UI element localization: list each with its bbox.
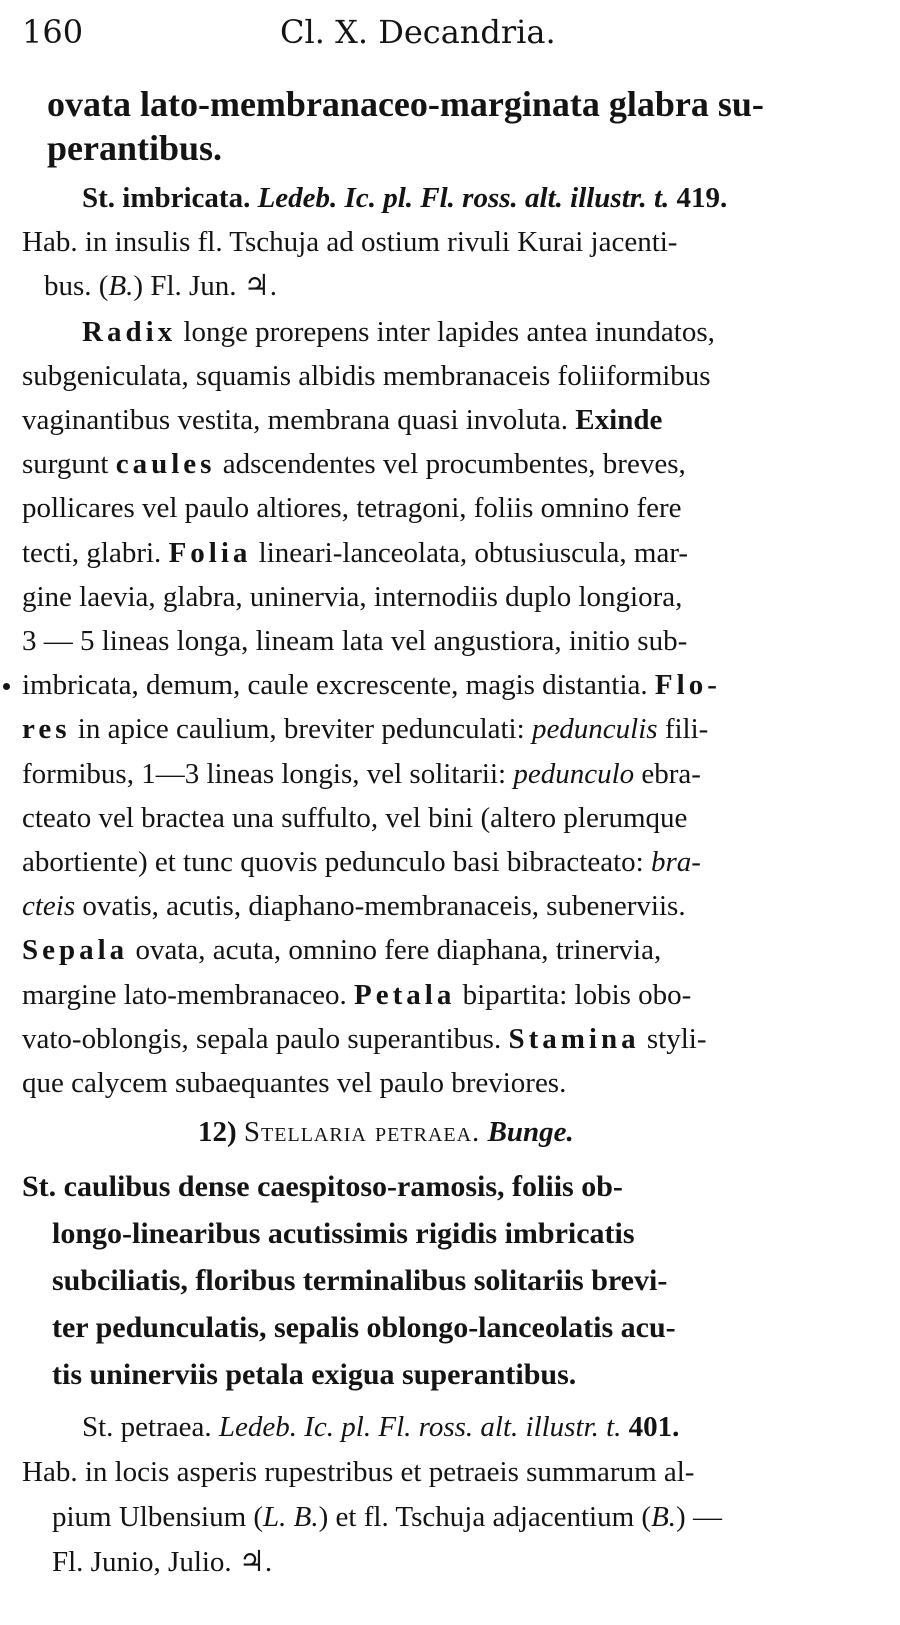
habitat-text: bus. (: [44, 270, 109, 302]
description-line: [0, 892, 900, 921]
habitat-text: ) et fl. Tschuja adjacentium (: [318, 1501, 652, 1533]
description-line: [0, 715, 900, 744]
synonym-citation: Ledeb. Ic. pl. Fl. ross. alt. illustr. t.: [257, 182, 670, 214]
description-text: styli-: [639, 1023, 707, 1055]
description-text: longe prorepens inter lapides antea inundatos,: [176, 316, 715, 348]
description-text: in apice caulium, breviter pedunculati:: [70, 713, 532, 745]
description-text: vato-oblongis, sepala paulo superantibus.: [22, 1023, 509, 1055]
synonym-name: St. petraea.: [82, 1411, 212, 1443]
description-line: [0, 981, 900, 1010]
description-text: ovata, acuta, omnino fere diaphana, trinervia,: [128, 934, 662, 966]
organ-term: Stamina: [508, 1023, 640, 1055]
collector-abbrev: B.: [651, 1501, 677, 1533]
synonym-name: St. imbricata.: [82, 182, 251, 214]
running-title: Cl. X. Decandria.: [280, 13, 556, 51]
diagnosis-line: ovata lato-membranaceo-marginata glabra su-: [47, 84, 764, 124]
habitat-text: pium Ulbensium (: [52, 1501, 264, 1533]
species-heading: [0, 1118, 900, 1147]
organ-term: Petala: [354, 979, 456, 1011]
collector-abbrev: L. B.: [263, 1501, 319, 1533]
diagnosis-line: perantibus.: [47, 128, 223, 168]
collector-abbrev: B.: [108, 270, 134, 302]
page-number: 160: [22, 13, 84, 51]
description-line: pollicares vel paulo altiores, tetragoni, foliis omnino fere: [22, 492, 682, 524]
organ-term: caules: [115, 448, 216, 480]
diagnosis-line: tis uninerviis petala exigua superantibus.: [52, 1358, 577, 1391]
habitat-line: [0, 1503, 900, 1532]
description-text: ebra-: [634, 758, 701, 790]
description-text: tecti, glabri.: [22, 537, 169, 569]
description-italic: pedunculo: [513, 758, 635, 790]
organ-term: Folia: [168, 537, 252, 569]
description-text: vaginantibus vestita, membrana quasi involuta.: [22, 404, 576, 436]
description-line: cteato vel bractea una suffulto, vel bini (altero plerumque: [22, 802, 688, 834]
description-text: fili-: [657, 713, 709, 745]
habitat-line: Fl. Junio, Julio. ♃.: [52, 1546, 273, 1578]
description-line: [0, 318, 900, 347]
description-text: formibus, 1—3 lineas longis, vel solitarii:: [22, 758, 514, 790]
description-text: abortiente) et tunc quovis pedunculo basi bibracteato:: [22, 846, 651, 878]
diagnosis-line: ter pedunculatis, sepalis oblongo-lanceolatis acu-: [52, 1311, 676, 1344]
description-line: [0, 936, 900, 965]
diagnosis-line: subciliatis, floribus terminalibus solitariis brevi-: [52, 1264, 668, 1297]
synonym-citation: Ledeb. Ic. pl. Fl. ross. alt. illustr. t.: [218, 1411, 622, 1443]
description-line: gine laevia, glabra, uninervia, internodiis duplo longiora,: [22, 581, 683, 613]
diagnosis-line: St. caulibus dense caespitoso-ramosis, foliis ob-: [22, 1170, 623, 1203]
description-italic: bra-: [650, 846, 701, 878]
plate-number: 419.: [676, 182, 728, 214]
species-number: 12): [198, 1116, 237, 1148]
description-line: que calycem subaequantes vel paulo breviores.: [22, 1067, 567, 1099]
organ-term: res: [22, 713, 71, 745]
habitat-line: [0, 272, 900, 301]
diagnosis-line: longo-linearibus acutissimis rigidis imbricatis: [52, 1217, 635, 1250]
organ-term: Flo-: [654, 669, 721, 701]
description-text: ovatis, acutis, diaphano-membranaceis, subenerviis.: [75, 890, 686, 922]
description-text: lineari-lanceolata, obtusiuscula, mar-: [251, 537, 689, 569]
description-line: subgeniculata, squamis albidis membranaceis foliiformibus: [22, 360, 711, 392]
habitat-line: Hab. in locis asperis rupestribus et petraeis summarum al-: [22, 1456, 695, 1488]
synonym-line: [0, 1413, 900, 1442]
synonym-line: [0, 184, 900, 213]
description-italic: pedunculis: [531, 713, 658, 745]
description-text: bipartita: lobis obo-: [455, 979, 692, 1011]
organ-term: Radix: [82, 316, 177, 348]
description-text: adscendentes vel procumbentes, breves,: [215, 448, 686, 480]
plate-number: 401.: [628, 1411, 680, 1443]
description-line: [0, 1025, 900, 1054]
habitat-line: Hab. in insulis fl. Tschuja ad ostium rivuli Kurai jacenti-: [22, 226, 678, 258]
description-text: margine lato-membranaceo.: [22, 979, 355, 1011]
description-italic: cteis: [22, 890, 76, 922]
habitat-text: ) —: [676, 1501, 722, 1533]
description-line: 3 — 5 lineas longa, lineam lata vel angustiora, initio sub-: [22, 625, 688, 657]
species-author: Bunge.: [487, 1116, 574, 1148]
description-line: [0, 406, 900, 435]
description-line: [0, 450, 900, 479]
description-text: surgunt: [22, 448, 116, 480]
description-line: [0, 539, 900, 568]
organ-term: Sepala: [22, 934, 129, 966]
description-line: [0, 671, 900, 700]
species-name: Stellaria petraea.: [243, 1116, 481, 1148]
habitat-text: ) Fl. Jun. ♃.: [133, 270, 278, 302]
description-line: [0, 848, 900, 877]
description-text: imbricata, demum, caule excrescente, magis distantia.: [22, 669, 655, 701]
description-line: [0, 760, 900, 789]
description-bold: Exinde: [575, 404, 663, 436]
